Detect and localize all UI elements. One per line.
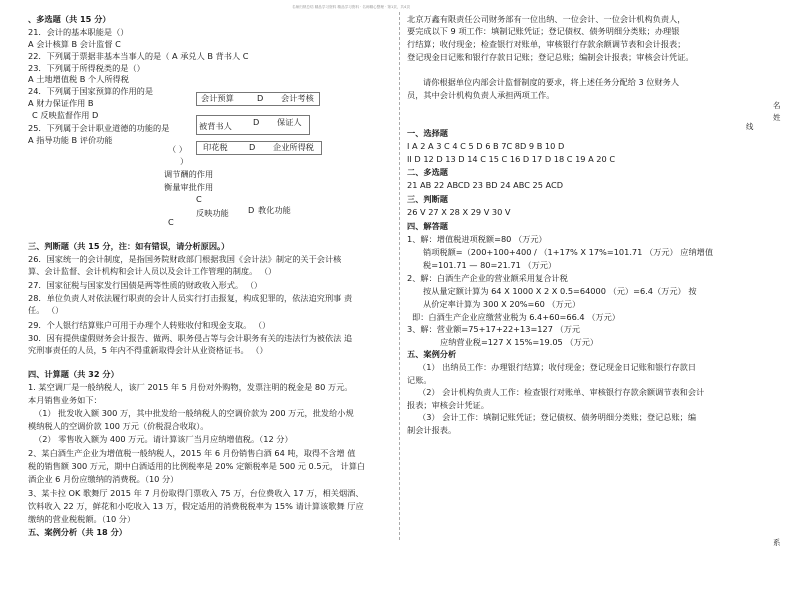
answer-solve-title: 四、解答题	[407, 221, 448, 231]
question-28-line2: 任。 （）	[28, 305, 64, 315]
ethics-function-c: 反映功能	[196, 208, 229, 218]
question-21-options: A 会计核算 B 会计监督 C	[28, 39, 121, 49]
question-25: 25．下列属于会计职业道德的功能的是	[28, 123, 170, 133]
question-26-line1: 26．国家统一的会计制度，是指国务院财政部门根据我国《会计法》制定的关于会计核	[28, 254, 342, 264]
question-25-options: A 指导功能 B 评价功能	[28, 135, 113, 145]
answer-multi-row: 21 AB 22 ABCD 23 BD 24 ABC 25 ACD	[407, 180, 564, 190]
answer-paren-1: （ ）	[168, 144, 187, 154]
box3-option-b: 企业所得税	[273, 142, 314, 152]
side-label-line: 线	[746, 122, 754, 131]
question-27: 27．国家征税与国家发行国债是两等性质的财政收入形式。 （）	[28, 280, 263, 290]
budget-role-1: 调节酬的作用	[164, 169, 214, 179]
question-29: 29．个人银行结算账户可用于办理个人转账收付和现金支取。 （）	[28, 320, 271, 330]
calc-3-line2: 饮料收入 22 万，鲜花和小吃收入 13 万，假定适用的消费税税率为 15% 请计算该歌舞 厅应	[28, 501, 364, 511]
case-para-line2: 要完成以下 9 项工作：填制记账凭证；登记债权、债务明细分类账；办理银	[407, 26, 680, 36]
column-divider	[399, 12, 400, 540]
question-24-option-c: C 反映监督作用 D	[32, 110, 99, 120]
answer-judge-row: 26 V 27 X 28 X 29 V 30 V	[407, 207, 511, 217]
solution-1-line1: 1、解：增值税进项税额=80 （万元）	[407, 234, 547, 244]
calc-1-line2: 本月销售业务如下：	[28, 395, 102, 405]
box3-option-d: D	[249, 142, 256, 152]
solution-2-line3: 从价定率计算为 300 X 20%=60 （万元）	[423, 299, 581, 309]
calc-3-line3: 缴纳的营业税税额。（10 分）	[28, 514, 136, 524]
answer-choice-title: 一、选择题	[407, 128, 448, 138]
budget-role-2: 衡量审批作用	[164, 182, 214, 192]
case-para-line6: 员，其中会计机构负责人承担两项工作。	[407, 90, 555, 100]
option-box-1	[196, 92, 320, 106]
solution-2-line2: 按从量定额计算为 64 X 1000 X 2 X 0.5=64000 （元）=6.4（万元） 按	[423, 286, 697, 296]
question-26-line2: 算、会计监督、会计机构和会计人员以及会计工作管理的制度。 （）	[28, 266, 277, 276]
section-judge-title: 三、判断题（共 15 分，注：如有错误，请分析原因。）	[28, 241, 230, 251]
question-30-line2: 究刑事责任的人员，5 年内不得重新取得会计从业资格证书。 （）	[28, 345, 268, 355]
box2-option-b: 保证人	[277, 117, 302, 127]
box1-option-b: 会计考核	[281, 93, 314, 103]
answer-case-title: 五、案例分析	[407, 349, 457, 359]
answer-multi-title: 二、多选题	[407, 167, 448, 177]
option-box-3	[196, 141, 322, 155]
section-multi-choice-title: 、多选题（共 15 分）	[28, 14, 111, 24]
section-case-title: 五、案例分析（共 18 分）	[28, 527, 127, 537]
case-answer-1-line1: （1） 出纳员工作：办理银行结算；收付现金；登记现金日记账和银行存款日	[418, 362, 697, 372]
page-watermark: 名师归纳总结 精品学习资料 精品学习资料 · 名师精心整理 · 第1页，共4页	[292, 5, 410, 9]
question-23: 23．下列属于所得税类的是（）	[28, 63, 145, 73]
option-c-marker-2: C	[168, 217, 174, 227]
case-answer-3-line1: （3） 会计工作：填制记账凭证；登记债权、债务明细分类账；登记总账；编	[418, 412, 697, 422]
question-24: 24．下列属于国家预算的作用的是	[28, 86, 154, 96]
box1-option-d: D	[257, 93, 264, 103]
calc-2-line2: 税的销售额 300 万元，期中白酒适用的比例税率是 20% 定额税率是 500 元 0.5元， 计算白	[28, 461, 366, 471]
solution-1-line2: 销项税额=（200+100+400 / （1+17% X 17%=101.71 （万元） 应纳增值	[423, 247, 714, 257]
solution-3-line1: 3、解：营业额=75+17+22+13=127 （万元	[407, 324, 581, 334]
calc-3-line1: 3、某卡拉 OK 歌舞厅 2015 年 7 月份取得门票收入 75 万，台位费收入 17 万，相关烟酒、	[28, 488, 364, 498]
calc-1-line4: 模纳税人的空调价款 100 万元（价税混合收取）。	[28, 421, 209, 431]
question-30-line1: 30．因有提供虚假财务会计报告、做两、职务侵占等与会计职务有关的违法行为被依法 追	[28, 333, 353, 343]
box2-option-a: 被背书人	[199, 121, 232, 131]
side-label-name: 名	[773, 101, 781, 110]
case-answer-3-line2: 制会计报表。	[407, 425, 457, 435]
calc-1-line5: （2） 零售收入额为 400 万元。请计算该厂当月应纳增值税。（12 分）	[34, 434, 293, 444]
option-box-2	[196, 115, 310, 135]
case-answer-2-line1: （2） 会计机构负责人工作：检查银行对账单、审核银行存款余额调节表和会计	[418, 387, 705, 397]
calc-1-line1: 1. 某空调厂是一般纳税人，该厂 2015 年 5 月份对外购物，发票注明的税金是 80 万元。	[28, 382, 353, 392]
solution-1-line3: 税=101.71 — 80=21.71 （万元）	[423, 260, 557, 270]
calc-2-line3: 酒企业 6 月份应缴纳的消费税。（10 分）	[28, 474, 179, 484]
box2-option-d: D	[253, 117, 260, 127]
answer-judge-title: 三、判断题	[407, 194, 448, 204]
ethics-function-d-marker: D	[248, 205, 255, 215]
solution-3-line2: 应纳营业税=127 X 15%=19.05 （万元）	[440, 337, 599, 347]
option-c-marker-1: C	[196, 194, 202, 204]
case-para-line4: 登记现金日记账和银行存款日记账；登记总账；编制会计报表；审核会计凭证。	[407, 52, 694, 62]
question-24-option-a: A 财力保证作用 B	[28, 98, 94, 108]
question-21: 21．会计的基本职能是（）	[28, 27, 129, 37]
case-answer-2-line2: 报表；审核会计凭证。	[407, 400, 489, 410]
side-label-dept: 系	[773, 538, 781, 547]
solution-2-line4: 即：白酒生产企业应缴营业税为 6.4+60=66.4 （万元）	[412, 312, 620, 322]
answer-choice-row2: II D 12 D 13 D 14 C 15 C 16 D 17 D 18 C 19 A 20 C	[407, 154, 616, 164]
question-28-line1: 28．单位负责人对依法履行职责的会计人员实行打击报复，构成犯罪的，依法追究刑事 责	[28, 293, 353, 303]
case-para-line3: 行结算；收付现金；检查银行对账单，审核银行存款余额调节表和会计报表；	[407, 39, 686, 49]
case-para-line5: 请你根据单位内部会计监督制度的要求，将上述任务分配给 3 位财务人	[423, 77, 680, 87]
box1-option-a: 会计预算	[201, 93, 234, 103]
section-calc-title: 四、计算题（共 32 分）	[28, 369, 119, 379]
case-answer-1-line2: 记账。	[407, 375, 432, 385]
answer-paren-2: ）	[180, 156, 189, 166]
question-23-options: A 土地增值税 B 个人所得税	[28, 74, 129, 84]
answer-choice-row1: I A 2 A 3 C 4 C 5 D 6 B 7C 8D 9 B 10 D	[407, 141, 565, 151]
calc-2-line1: 2、某白酒生产企业为增值税一般纳税人，2015 年 6 月份销售白酒 64 吨，取得不含增 值	[28, 448, 356, 458]
box3-option-a: 印花税	[203, 142, 228, 152]
case-para-line1: 北京万鑫有限责任公司财务部有一位出纳、一位会计、一位会计机构负责人，	[407, 14, 686, 24]
calc-1-line3: （1） 批发收入额 300 万，其中批发给一般纳税人的空调价款为 200 万元，批发给小规	[34, 408, 354, 418]
side-label-surname: 姓	[773, 113, 781, 122]
question-22: 22．下列属于票据非基本当事人的是（ A 承兑人 B 背书人 C	[28, 51, 249, 61]
ethics-function-d: 教化功能	[258, 205, 291, 215]
solution-2-line1: 2、解：白酒生产企业的营业额采用复合计税	[407, 273, 568, 283]
